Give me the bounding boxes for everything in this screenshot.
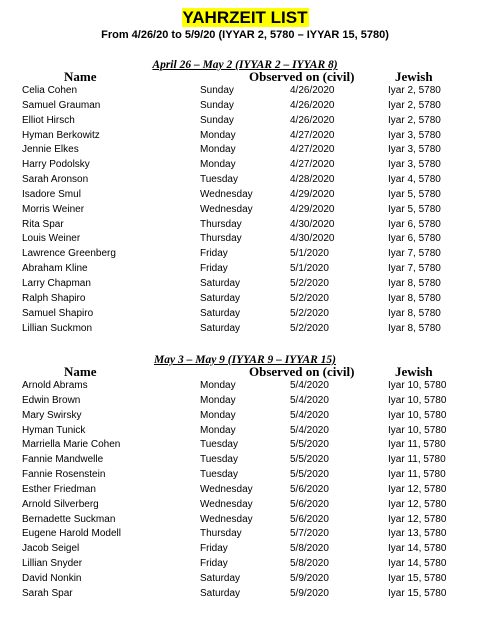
civil-date-cell: 5/9/2020 <box>290 587 329 599</box>
yahrzeit-rows <box>0 84 490 336</box>
name-cell: Bernadette Suckman <box>22 513 116 525</box>
weekday-cell: Sunday <box>200 114 234 126</box>
weekday-cell: Wednesday <box>200 498 253 510</box>
weekday-cell: Saturday <box>200 572 241 584</box>
jewish-date-cell: Iyar 10, 5780 <box>388 380 447 391</box>
weekday-cell: Saturday <box>200 292 241 304</box>
weekday-cell: Sunday <box>200 99 234 111</box>
table-row <box>0 527 490 542</box>
civil-date-cell: 5/9/2020 <box>290 572 329 584</box>
civil-date-cell: 5/5/2020 <box>290 439 329 451</box>
name-cell: Celia Cohen <box>22 85 78 96</box>
table-row <box>0 498 490 513</box>
table-row <box>0 542 490 557</box>
weekday-cell: Tuesday <box>200 439 238 451</box>
name-cell: Isadore Smul <box>22 188 81 200</box>
weekday-cell: Saturday <box>200 307 241 319</box>
weekday-cell: Saturday <box>200 322 241 334</box>
jewish-date-cell: Iyar 7, 5780 <box>388 248 441 260</box>
weekday-cell: Sunday <box>200 85 234 96</box>
name-cell: Sarah Spar <box>22 587 73 599</box>
table-row <box>0 218 490 233</box>
jewish-date-cell: Iyar 2, 5780 <box>388 114 441 126</box>
column-header-observed: Observed on (civil) <box>249 69 355 84</box>
jewish-date-cell: Iyar 4, 5780 <box>388 174 441 186</box>
table-row <box>0 114 490 129</box>
section-heading-text: April 26 – May 2 (IYYAR 2 – IYYAR 8) <box>152 59 338 71</box>
column-header-jewish: Jewish <box>395 364 433 379</box>
civil-date-cell: 5/2/2020 <box>290 322 329 334</box>
civil-date-cell: 5/6/2020 <box>290 513 329 525</box>
weekday-cell: Monday <box>200 424 236 436</box>
civil-date-cell: 5/2/2020 <box>290 277 329 289</box>
name-cell: Larry Chapman <box>22 277 91 289</box>
weekday-cell: Friday <box>200 558 228 570</box>
jewish-date-cell: Iyar 10, 5780 <box>388 424 447 436</box>
jewish-date-cell: Iyar 11, 5780 <box>388 454 446 466</box>
table-row <box>0 453 490 468</box>
weekday-cell: Wednesday <box>200 188 253 200</box>
table-row <box>0 394 490 409</box>
weekday-cell: Friday <box>200 543 228 555</box>
section-heading-text: May 3 – May 9 (IYYAR 9 – IYYAR 15) <box>154 354 336 366</box>
jewish-date-cell: Iyar 15, 5780 <box>388 572 447 584</box>
column-header-name: Name <box>64 364 97 379</box>
table-row <box>0 572 490 587</box>
weekday-cell: Monday <box>200 409 236 421</box>
name-cell: Esther Friedman <box>22 483 96 495</box>
weekday-cell: Thursday <box>200 233 242 245</box>
table-row <box>0 587 490 602</box>
civil-date-cell: 5/8/2020 <box>290 543 329 555</box>
jewish-date-cell: Iyar 13, 5780 <box>388 528 447 540</box>
jewish-date-cell: Iyar 12, 5780 <box>388 483 447 495</box>
jewish-date-cell: Iyar 15, 5780 <box>388 587 447 599</box>
civil-date-cell: 5/4/2020 <box>290 380 329 391</box>
jewish-date-cell: Iyar 12, 5780 <box>388 513 447 525</box>
weekday-cell: Thursday <box>200 218 242 230</box>
weekday-cell: Monday <box>200 144 236 156</box>
civil-date-cell: 5/6/2020 <box>290 483 329 495</box>
name-cell: Morris Weiner <box>22 203 85 215</box>
jewish-date-cell: Iyar 6, 5780 <box>388 218 441 230</box>
jewish-date-cell: Iyar 11, 5780 <box>388 439 446 451</box>
page-title: YAHRZEIT LIST <box>182 8 308 27</box>
weekday-cell: Friday <box>200 263 228 275</box>
name-cell: Edwin Brown <box>22 394 81 406</box>
table-row <box>0 468 490 483</box>
name-cell: Elliot Hirsch <box>22 114 75 126</box>
jewish-date-cell: Iyar 11, 5780 <box>388 469 446 481</box>
name-cell: Jacob Seigel <box>22 543 80 555</box>
table-row <box>0 483 490 498</box>
jewish-date-cell: Iyar 2, 5780 <box>388 99 441 111</box>
weekday-cell: Tuesday <box>200 469 238 481</box>
jewish-date-cell: Iyar 3, 5780 <box>388 144 441 156</box>
table-row <box>0 307 490 322</box>
weekday-cell: Wednesday <box>200 483 253 495</box>
civil-date-cell: 4/30/2020 <box>290 233 335 245</box>
jewish-date-cell: Iyar 7, 5780 <box>388 263 441 275</box>
table-row <box>0 188 490 203</box>
civil-date-cell: 4/27/2020 <box>290 144 335 156</box>
name-cell: Louis Weiner <box>22 233 81 245</box>
jewish-date-cell: Iyar 12, 5780 <box>388 498 447 510</box>
name-cell: Lillian Snyder <box>22 558 83 570</box>
table-row <box>0 247 490 262</box>
yahrzeit-rows <box>0 379 490 602</box>
weekday-cell: Monday <box>200 159 236 171</box>
name-cell: Arnold Abrams <box>22 380 88 391</box>
civil-date-cell: 4/27/2020 <box>290 129 335 141</box>
civil-date-cell: 5/6/2020 <box>290 498 329 510</box>
weekday-cell: Saturday <box>200 277 241 289</box>
name-cell: Fannie Mandwelle <box>22 454 104 466</box>
civil-date-cell: 5/8/2020 <box>290 558 329 570</box>
table-row <box>0 277 490 292</box>
table-row <box>0 557 490 572</box>
table-row <box>0 322 490 337</box>
name-cell: Rita Spar <box>22 218 64 230</box>
column-header-jewish: Jewish <box>395 69 433 84</box>
weekday-cell: Wednesday <box>200 513 253 525</box>
name-cell: Jennie Elkes <box>22 144 79 156</box>
name-cell: Ralph Shapiro <box>22 292 86 304</box>
jewish-date-cell: Iyar 8, 5780 <box>388 277 441 289</box>
table-row <box>0 129 490 144</box>
civil-date-cell: 5/5/2020 <box>290 469 329 481</box>
civil-date-cell: 5/4/2020 <box>290 409 329 421</box>
jewish-date-cell: Iyar 6, 5780 <box>388 233 441 245</box>
jewish-date-cell: Iyar 3, 5780 <box>388 129 441 141</box>
weekday-cell: Tuesday <box>200 454 238 466</box>
jewish-date-cell: Iyar 10, 5780 <box>388 409 447 421</box>
weekday-cell: Monday <box>200 394 236 406</box>
name-cell: Sarah Aronson <box>22 174 89 186</box>
civil-date-cell: 5/2/2020 <box>290 307 329 319</box>
civil-date-cell: 5/1/2020 <box>290 248 329 260</box>
civil-date-cell: 5/5/2020 <box>290 454 329 466</box>
name-cell: David Nonkin <box>22 572 82 584</box>
jewish-date-cell: Iyar 8, 5780 <box>388 292 441 304</box>
weekday-cell: Saturday <box>200 587 241 599</box>
table-row <box>0 438 490 453</box>
name-cell: Marriella Marie Cohen <box>22 439 121 451</box>
weekday-cell: Tuesday <box>200 174 238 186</box>
civil-date-cell: 5/2/2020 <box>290 292 329 304</box>
table-row <box>0 424 490 439</box>
table-row <box>0 84 490 99</box>
title-container <box>0 8 490 28</box>
weekday-cell: Monday <box>200 380 236 391</box>
name-cell: Harry Podolsky <box>22 159 90 171</box>
table-row <box>0 513 490 528</box>
jewish-date-cell: Iyar 5, 5780 <box>388 203 441 215</box>
name-cell: Lawrence Greenberg <box>22 248 116 260</box>
civil-date-cell: 5/4/2020 <box>290 394 329 406</box>
name-cell: Mary Swirsky <box>22 409 82 421</box>
jewish-date-cell: Iyar 14, 5780 <box>388 558 447 570</box>
table-row <box>0 379 490 394</box>
name-cell: Eugene Harold Modell <box>22 528 121 540</box>
table-row <box>0 232 490 247</box>
table-row <box>0 409 490 424</box>
civil-date-cell: 4/28/2020 <box>290 174 335 186</box>
jewish-date-cell: Iyar 10, 5780 <box>388 394 447 406</box>
name-cell: Samuel Shapiro <box>22 307 94 319</box>
name-cell: Samuel Grauman <box>22 99 101 111</box>
table-row <box>0 99 490 114</box>
civil-date-cell: 5/7/2020 <box>290 528 329 540</box>
civil-date-cell: 4/26/2020 <box>290 114 335 126</box>
table-row <box>0 203 490 218</box>
name-cell: Lillian Suckmon <box>22 322 93 334</box>
weekday-cell: Monday <box>200 129 236 141</box>
column-header-name: Name <box>64 69 97 84</box>
civil-date-cell: 4/30/2020 <box>290 218 335 230</box>
civil-date-cell: 5/1/2020 <box>290 263 329 275</box>
table-row <box>0 143 490 158</box>
jewish-date-cell: Iyar 2, 5780 <box>388 85 441 96</box>
civil-date-cell: 5/4/2020 <box>290 424 329 436</box>
civil-date-cell: 4/29/2020 <box>290 203 335 215</box>
weekday-cell: Friday <box>200 248 228 260</box>
civil-date-cell: 4/26/2020 <box>290 99 335 111</box>
name-cell: Hyman Tunick <box>22 424 86 436</box>
name-cell: Arnold Silverberg <box>22 498 99 510</box>
civil-date-cell: 4/27/2020 <box>290 159 335 171</box>
civil-date-cell: 4/29/2020 <box>290 188 335 200</box>
weekday-cell: Thursday <box>200 528 242 540</box>
weekday-cell: Wednesday <box>200 203 253 215</box>
table-row <box>0 158 490 173</box>
name-cell: Abraham Kline <box>22 263 88 275</box>
jewish-date-cell: Iyar 8, 5780 <box>388 307 441 319</box>
table-row <box>0 262 490 277</box>
jewish-date-cell: Iyar 3, 5780 <box>388 159 441 171</box>
table-row <box>0 292 490 307</box>
jewish-date-cell: Iyar 5, 5780 <box>388 188 441 200</box>
name-cell: Hyman Berkowitz <box>22 129 100 141</box>
civil-date-cell: 4/26/2020 <box>290 85 335 96</box>
column-header-observed: Observed on (civil) <box>249 364 355 379</box>
name-cell: Fannie Rosenstein <box>22 469 106 481</box>
jewish-date-cell: Iyar 8, 5780 <box>388 322 441 334</box>
jewish-date-cell: Iyar 14, 5780 <box>388 543 447 555</box>
table-row <box>0 173 490 188</box>
page-subtitle: From 4/26/20 to 5/9/20 (IYYAR 2, 5780 – IYYAR 15, 5780) <box>101 29 389 41</box>
